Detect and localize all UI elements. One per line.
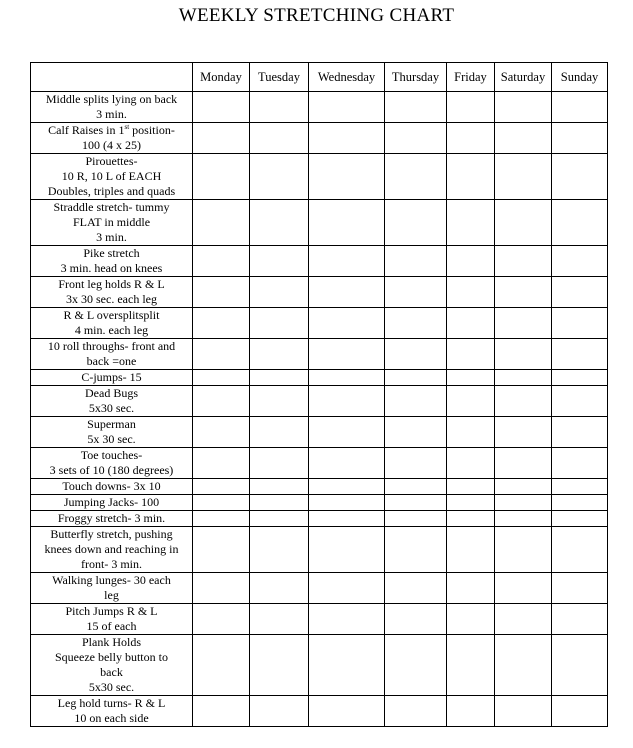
exercise-line: back =one — [86, 354, 137, 368]
day-cell-monday[interactable] — [193, 370, 250, 386]
day-cell-wednesday[interactable] — [309, 246, 385, 277]
day-cell-saturday[interactable] — [495, 386, 552, 417]
day-cell-tuesday[interactable] — [250, 92, 309, 123]
day-cell-sunday[interactable] — [552, 92, 608, 123]
exercise-line: FLAT in middle — [72, 215, 151, 229]
day-cell-saturday[interactable] — [495, 495, 552, 511]
exercise-line: 3 min. head on knees — [60, 261, 163, 275]
table-row — [31, 370, 608, 386]
day-cell-saturday[interactable] — [495, 511, 552, 527]
exercise-line: knees down and reaching in — [44, 542, 179, 556]
day-cell-friday[interactable] — [447, 386, 495, 417]
day-cell-monday[interactable] — [193, 154, 250, 200]
day-cell-sunday[interactable] — [552, 370, 608, 386]
exercise-line: 15 of each — [86, 619, 137, 633]
day-cell-monday[interactable] — [193, 573, 250, 604]
table-row — [31, 123, 608, 154]
day-cell-wednesday[interactable] — [309, 277, 385, 308]
exercise-cell — [31, 370, 193, 386]
day-cell-wednesday[interactable] — [309, 123, 385, 154]
day-cell-thursday[interactable] — [385, 511, 447, 527]
day-cell-wednesday[interactable] — [309, 635, 385, 696]
exercise-line: Doubles, triples and quads — [47, 184, 176, 198]
day-cell-tuesday[interactable] — [250, 246, 309, 277]
table-row — [31, 696, 608, 727]
day-cell-friday[interactable] — [447, 696, 495, 727]
day-cell-sunday[interactable] — [552, 573, 608, 604]
day-cell-monday[interactable] — [193, 495, 250, 511]
day-cell-friday[interactable] — [447, 448, 495, 479]
day-cell-saturday[interactable] — [495, 370, 552, 386]
day-cell-wednesday[interactable] — [309, 573, 385, 604]
day-cell-tuesday[interactable] — [250, 417, 309, 448]
day-cell-sunday[interactable] — [552, 246, 608, 277]
table-row — [31, 495, 608, 511]
day-cell-friday[interactable] — [447, 417, 495, 448]
day-cell-monday[interactable] — [193, 277, 250, 308]
day-cell-tuesday[interactable] — [250, 696, 309, 727]
day-cell-wednesday[interactable] — [309, 511, 385, 527]
table-row — [31, 479, 608, 495]
day-header-sunday: Sunday — [552, 63, 608, 92]
day-cell-thursday[interactable] — [385, 386, 447, 417]
day-cell-monday[interactable] — [193, 200, 250, 246]
exercise-line: back — [100, 665, 123, 679]
day-cell-saturday[interactable] — [495, 277, 552, 308]
exercise-line: Butterfly stretch, pushing — [50, 527, 173, 541]
exercise-line: Straddle stretch- tummy — [53, 200, 170, 214]
day-cell-saturday[interactable] — [495, 573, 552, 604]
day-cell-sunday[interactable] — [552, 527, 608, 573]
day-cell-sunday[interactable] — [552, 635, 608, 696]
exercise-line: 10 on each side — [74, 711, 149, 725]
day-cell-thursday[interactable] — [385, 495, 447, 511]
day-cell-friday[interactable] — [447, 246, 495, 277]
day-cell-thursday[interactable] — [385, 277, 447, 308]
day-cell-friday[interactable] — [447, 604, 495, 635]
exercise-line: 10 roll throughs- front and — [47, 339, 176, 353]
exercise-line: 3 min. — [96, 107, 127, 121]
day-cell-friday[interactable] — [447, 308, 495, 339]
day-cell-sunday[interactable] — [552, 604, 608, 635]
day-cell-sunday[interactable] — [552, 417, 608, 448]
exercise-line: 5x 30 sec. — [87, 432, 136, 446]
exercise-line: Squeeze belly button to — [55, 650, 168, 664]
table-row — [31, 154, 608, 200]
exercise-line: 4 min. each leg — [74, 323, 149, 337]
day-cell-tuesday[interactable] — [250, 527, 309, 573]
day-cell-thursday[interactable] — [385, 92, 447, 123]
exercise-cell — [31, 479, 193, 495]
exercise-line: 100 (4 x 25) — [82, 138, 141, 152]
exercise-cell — [31, 448, 193, 479]
day-cell-wednesday[interactable] — [309, 308, 385, 339]
day-cell-wednesday[interactable] — [309, 200, 385, 246]
table-row — [31, 308, 608, 339]
table-row — [31, 386, 608, 417]
day-cell-saturday[interactable] — [495, 339, 552, 370]
corner-cell — [31, 63, 193, 92]
exercise-line: Pitch Jumps R & L — [65, 604, 158, 618]
table-row — [31, 339, 608, 370]
table-row — [31, 635, 608, 696]
day-cell-tuesday[interactable] — [250, 154, 309, 200]
day-cell-tuesday[interactable] — [250, 370, 309, 386]
day-cell-saturday[interactable] — [495, 479, 552, 495]
exercise-line: 3 min. — [96, 230, 127, 244]
day-cell-sunday[interactable] — [552, 154, 608, 200]
day-cell-friday[interactable] — [447, 92, 495, 123]
table-row — [31, 92, 608, 123]
table-row — [31, 277, 608, 308]
exercise-cell — [31, 123, 193, 154]
day-cell-monday[interactable] — [193, 308, 250, 339]
exercise-cell — [31, 696, 193, 727]
day-cell-monday[interactable] — [193, 246, 250, 277]
day-header-tuesday: Tuesday — [250, 63, 309, 92]
exercise-cell — [31, 386, 193, 417]
day-cell-saturday[interactable] — [495, 246, 552, 277]
exercise-cell — [31, 308, 193, 339]
day-header-thursday: Thursday — [385, 63, 447, 92]
day-cell-thursday[interactable] — [385, 246, 447, 277]
exercise-line: Pike stretch — [83, 246, 140, 260]
day-cell-saturday[interactable] — [495, 696, 552, 727]
day-cell-thursday[interactable] — [385, 479, 447, 495]
exercise-line: 10 R, 10 L of EACH — [61, 169, 162, 183]
day-cell-sunday[interactable] — [552, 339, 608, 370]
day-cell-thursday[interactable] — [385, 123, 447, 154]
day-cell-monday[interactable] — [193, 92, 250, 123]
exercise-cell — [31, 417, 193, 448]
day-cell-wednesday[interactable] — [309, 92, 385, 123]
day-cell-monday[interactable] — [193, 448, 250, 479]
day-cell-saturday[interactable] — [495, 154, 552, 200]
day-cell-thursday[interactable] — [385, 154, 447, 200]
exercise-cell — [31, 277, 193, 308]
day-cell-friday[interactable] — [447, 339, 495, 370]
exercise-line: Jumping Jacks- 100 — [63, 495, 160, 509]
day-cell-wednesday[interactable] — [309, 154, 385, 200]
day-cell-thursday[interactable] — [385, 308, 447, 339]
day-cell-sunday[interactable] — [552, 386, 608, 417]
exercise-line: 3 sets of 10 (180 degrees) — [49, 463, 174, 477]
day-cell-tuesday[interactable] — [250, 573, 309, 604]
day-cell-friday[interactable] — [447, 370, 495, 386]
day-cell-friday[interactable] — [447, 123, 495, 154]
day-cell-thursday[interactable] — [385, 417, 447, 448]
day-cell-monday[interactable] — [193, 479, 250, 495]
day-cell-saturday[interactable] — [495, 200, 552, 246]
table-row — [31, 200, 608, 246]
exercise-line: front- 3 min. — [81, 557, 142, 571]
exercise-cell — [31, 154, 193, 200]
exercise-line: Walking lunges- 30 each — [52, 573, 171, 587]
day-cell-tuesday[interactable] — [250, 123, 309, 154]
exercise-cell — [31, 604, 193, 635]
table-row — [31, 511, 608, 527]
day-cell-sunday[interactable] — [552, 448, 608, 479]
day-cell-sunday[interactable] — [552, 123, 608, 154]
day-cell-tuesday[interactable] — [250, 511, 309, 527]
exercise-line: Toe touches- — [80, 448, 143, 462]
day-cell-monday[interactable] — [193, 386, 250, 417]
day-cell-friday[interactable] — [447, 573, 495, 604]
exercise-line: leg — [104, 588, 119, 602]
exercise-line: Froggy stretch- 3 min. — [57, 511, 166, 525]
day-cell-wednesday[interactable] — [309, 696, 385, 727]
day-cell-sunday[interactable] — [552, 277, 608, 308]
day-cell-saturday[interactable] — [495, 635, 552, 696]
exercise-line: Calf Raises in 1st position- — [48, 123, 175, 137]
day-cell-wednesday[interactable] — [309, 339, 385, 370]
exercise-line: 5x30 sec. — [88, 401, 135, 415]
day-cell-friday[interactable] — [447, 200, 495, 246]
day-cell-saturday[interactable] — [495, 123, 552, 154]
exercise-cell — [31, 527, 193, 573]
exercise-line: Middle splits lying on back — [45, 92, 178, 106]
exercise-line: C-jumps- 15 — [81, 370, 142, 384]
day-cell-thursday[interactable] — [385, 200, 447, 246]
day-cell-tuesday[interactable] — [250, 635, 309, 696]
day-cell-tuesday[interactable] — [250, 200, 309, 246]
day-cell-tuesday[interactable] — [250, 277, 309, 308]
exercise-cell — [31, 339, 193, 370]
exercise-line: 5x30 sec. — [88, 680, 135, 694]
exercise-cell — [31, 511, 193, 527]
exercise-line: Leg hold turns- R & L — [57, 696, 166, 710]
day-cell-sunday[interactable] — [552, 200, 608, 246]
day-cell-saturday[interactable] — [495, 92, 552, 123]
day-cell-monday[interactable] — [193, 696, 250, 727]
day-cell-saturday[interactable] — [495, 308, 552, 339]
day-cell-wednesday[interactable] — [309, 448, 385, 479]
day-cell-tuesday[interactable] — [250, 386, 309, 417]
day-cell-friday[interactable] — [447, 635, 495, 696]
day-cell-thursday[interactable] — [385, 573, 447, 604]
day-cell-monday[interactable] — [193, 604, 250, 635]
day-cell-thursday[interactable] — [385, 370, 447, 386]
exercise-line: Front leg holds R & L — [58, 277, 165, 291]
day-cell-friday[interactable] — [447, 154, 495, 200]
day-cell-monday[interactable] — [193, 511, 250, 527]
table-row — [31, 527, 608, 573]
day-cell-monday[interactable] — [193, 417, 250, 448]
day-cell-sunday[interactable] — [552, 696, 608, 727]
day-cell-monday[interactable] — [193, 123, 250, 154]
day-cell-wednesday[interactable] — [309, 495, 385, 511]
day-cell-saturday[interactable] — [495, 604, 552, 635]
exercise-cell — [31, 200, 193, 246]
exercise-line: R & L oversplitsplit — [63, 308, 160, 322]
day-cell-monday[interactable] — [193, 339, 250, 370]
day-cell-tuesday[interactable] — [250, 339, 309, 370]
day-cell-friday[interactable] — [447, 527, 495, 573]
day-cell-monday[interactable] — [193, 635, 250, 696]
day-cell-thursday[interactable] — [385, 339, 447, 370]
exercise-line: Superman — [87, 417, 136, 431]
table-row — [31, 417, 608, 448]
stretching-table — [30, 62, 608, 727]
exercise-cell — [31, 635, 193, 696]
day-cell-sunday[interactable] — [552, 479, 608, 495]
day-cell-thursday[interactable] — [385, 604, 447, 635]
day-cell-thursday[interactable] — [385, 448, 447, 479]
day-cell-saturday[interactable] — [495, 448, 552, 479]
table-row — [31, 246, 608, 277]
exercise-line: Dead Bugs — [85, 386, 138, 400]
day-header-friday: Friday — [447, 63, 495, 92]
day-cell-tuesday[interactable] — [250, 495, 309, 511]
exercise-line: Pirouettes- — [85, 154, 138, 168]
day-cell-tuesday[interactable] — [250, 308, 309, 339]
day-cell-sunday[interactable] — [552, 511, 608, 527]
table-row — [31, 604, 608, 635]
day-cell-wednesday[interactable] — [309, 479, 385, 495]
day-cell-friday[interactable] — [447, 495, 495, 511]
chart-title: WEEKLY STRETCHING CHART — [178, 5, 455, 26]
day-cell-saturday[interactable] — [495, 417, 552, 448]
day-cell-tuesday[interactable] — [250, 479, 309, 495]
day-cell-thursday[interactable] — [385, 696, 447, 727]
day-cell-tuesday[interactable] — [250, 448, 309, 479]
exercise-line: Touch downs- 3x 10 — [62, 479, 161, 493]
table-row — [31, 448, 608, 479]
day-header-monday: Monday — [193, 63, 250, 92]
table-row — [31, 573, 608, 604]
header-row — [31, 63, 608, 92]
day-cell-thursday[interactable] — [385, 635, 447, 696]
day-cell-sunday[interactable] — [552, 308, 608, 339]
day-cell-wednesday[interactable] — [309, 527, 385, 573]
day-cell-wednesday[interactable] — [309, 604, 385, 635]
day-cell-monday[interactable] — [193, 527, 250, 573]
day-header-wednesday: Wednesday — [309, 63, 385, 92]
day-cell-wednesday[interactable] — [309, 417, 385, 448]
exercise-cell — [31, 92, 193, 123]
day-header-saturday: Saturday — [495, 63, 552, 92]
day-cell-wednesday[interactable] — [309, 386, 385, 417]
exercise-line: 3x 30 sec. each leg — [66, 292, 157, 306]
exercise-line: Plank Holds — [81, 635, 141, 649]
exercise-cell — [31, 246, 193, 277]
day-cell-friday[interactable] — [447, 479, 495, 495]
day-cell-wednesday[interactable] — [309, 370, 385, 386]
day-cell-friday[interactable] — [447, 511, 495, 527]
day-cell-tuesday[interactable] — [250, 604, 309, 635]
day-cell-sunday[interactable] — [552, 495, 608, 511]
exercise-cell — [31, 573, 193, 604]
exercise-cell — [31, 495, 193, 511]
day-cell-saturday[interactable] — [495, 527, 552, 573]
day-cell-friday[interactable] — [447, 277, 495, 308]
day-cell-thursday[interactable] — [385, 527, 447, 573]
